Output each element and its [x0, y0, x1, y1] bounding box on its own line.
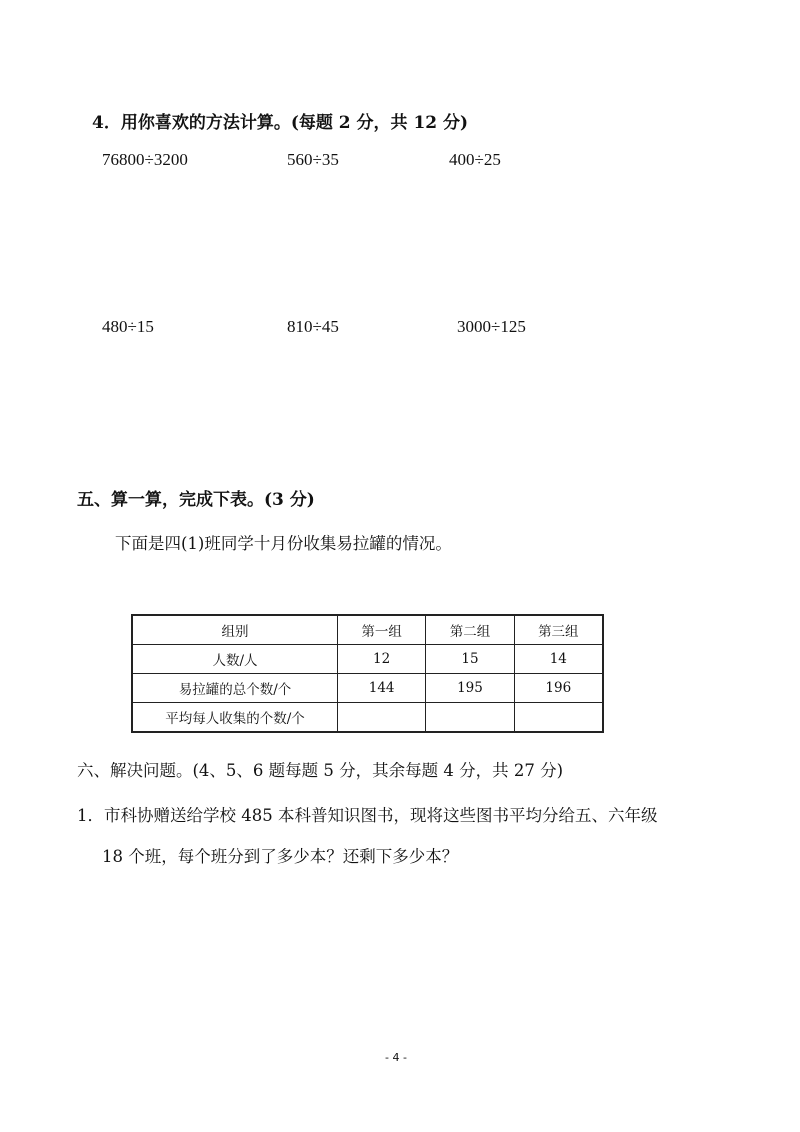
table-row: [132, 674, 603, 703]
table-header-cell: 第三组: [514, 615, 603, 645]
section4-title: 4．用你喜欢的方法计算。(每题 2 分，共 12 分): [92, 113, 469, 133]
calc-problem-5: 810÷45: [287, 317, 339, 336]
table-row: [132, 703, 603, 733]
table-cell: 15: [426, 645, 514, 674]
question1-line2: 18 个班，每个班分到了多少本？还剩下多少本？: [102, 847, 459, 866]
table-header-cell: 第二组: [426, 615, 514, 645]
page-number: - 4 -: [385, 1051, 407, 1064]
section6-title: 六、解决问题。(4、5、6 题每题 5 分，其余每题 4 分，共 27 分): [77, 761, 564, 780]
table-row: [132, 645, 603, 674]
table-cell: 144: [337, 674, 425, 703]
calc-problem-4: 480÷15: [102, 317, 154, 336]
table-cell: 易拉罐的总个数/个: [132, 674, 337, 703]
section5-title: 五、算一算，完成下表。(3 分): [77, 490, 315, 510]
table-cell: 196: [514, 674, 603, 703]
calc-problem-6: 3000÷125: [457, 317, 526, 336]
section5-intro: 下面是四(1)班同学十月份收集易拉罐的情况。: [115, 534, 452, 553]
calc-problem-1: 76800÷3200: [102, 150, 188, 169]
table-answer-cell: [337, 703, 425, 733]
table-cell: 12: [337, 645, 425, 674]
table-cell: 14: [514, 645, 603, 674]
table-answer-cell: [426, 703, 514, 733]
table-cell: 平均每人收集的个数/个: [132, 703, 337, 733]
table-header-row: [132, 615, 603, 645]
calc-problem-3: 400÷25: [449, 150, 501, 169]
table-cell: 195: [426, 674, 514, 703]
table-header-cell: 组别: [132, 615, 337, 645]
table-answer-cell: [514, 703, 603, 733]
table-header-cell: 第一组: [337, 615, 425, 645]
question1-line1: 1．市科协赠送给学校 485 本科普知识图书，现将这些图书平均分给五、六年级: [77, 806, 658, 825]
table-cell: 人数/人: [132, 645, 337, 674]
can-collection-table: [131, 614, 604, 733]
calc-problem-2: 560÷35: [287, 150, 339, 169]
